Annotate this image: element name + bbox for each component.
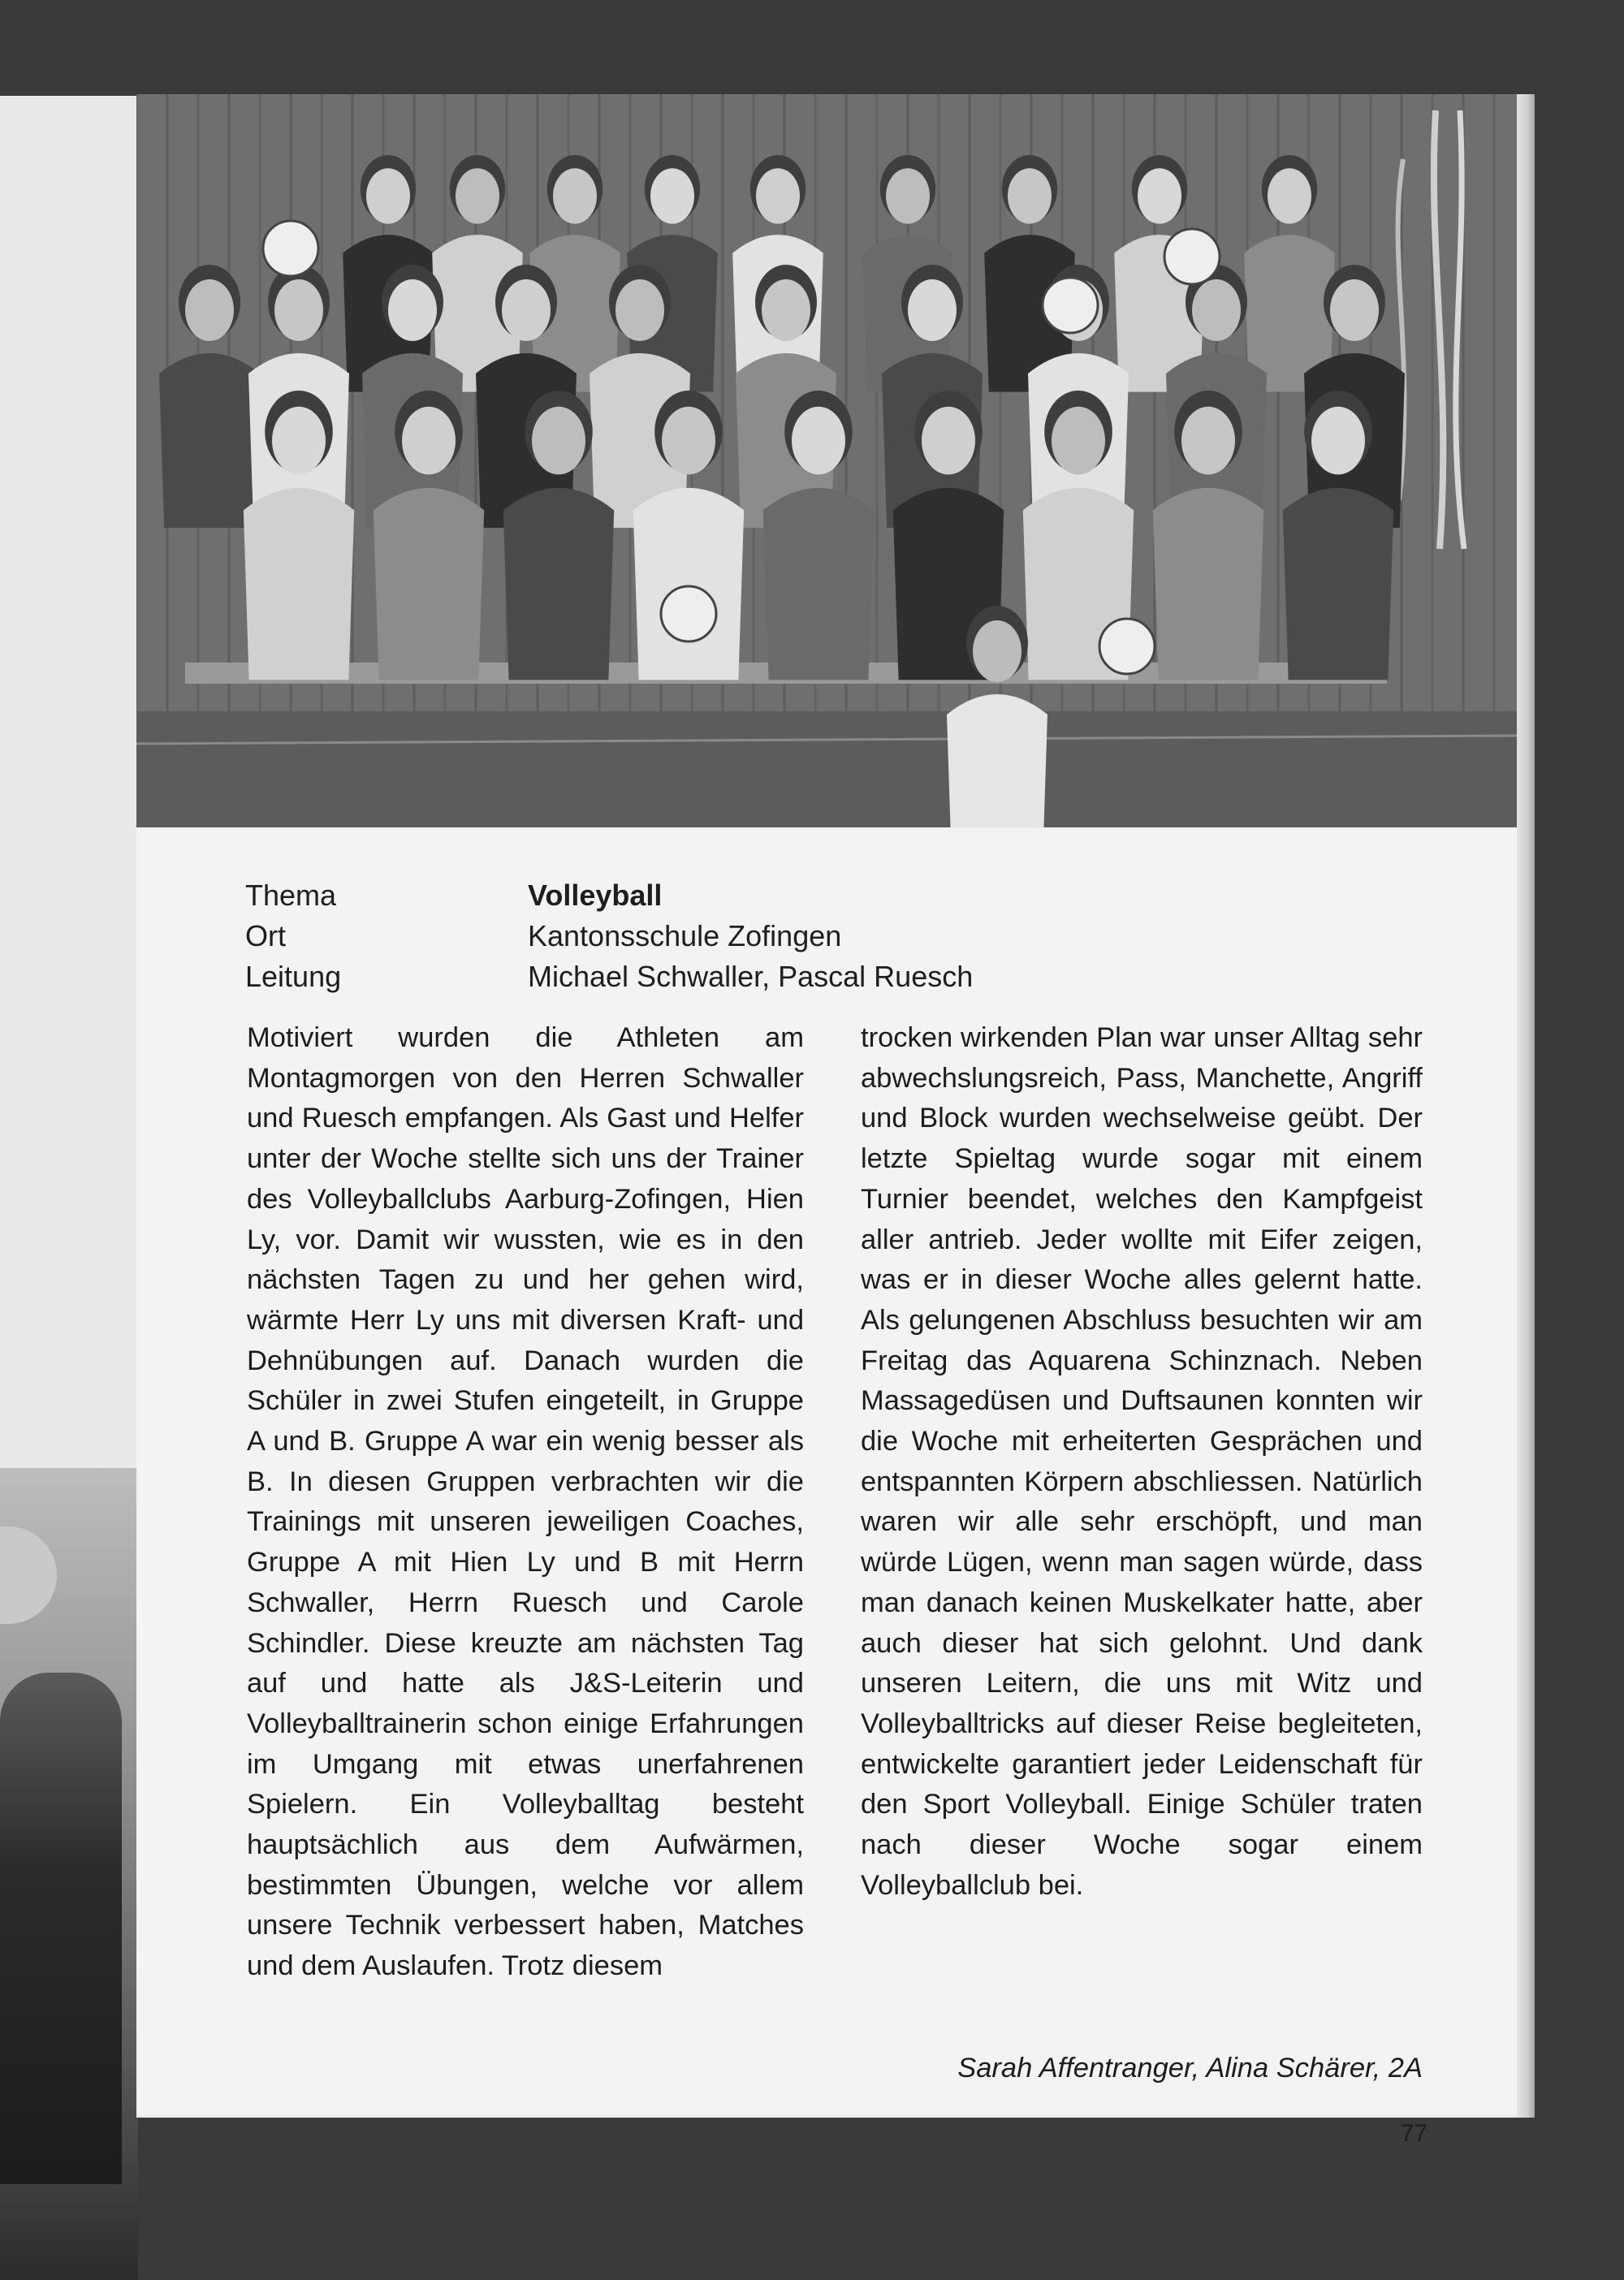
volleyball — [1043, 278, 1098, 333]
page-edge-shadow — [1517, 94, 1535, 2118]
volleyball — [1099, 619, 1155, 674]
info-row-ort — [245, 919, 1382, 960]
group-photo — [136, 94, 1517, 827]
info-table — [245, 879, 1382, 1000]
previous-page-person — [0, 1673, 122, 2184]
info-value-leitung: Michael Schwaller, Pascal Ruesch — [528, 960, 974, 993]
info-value-ort: Kantonsschule Zofingen — [528, 919, 842, 952]
info-label: Thema — [245, 879, 337, 912]
info-row-thema — [245, 879, 1382, 919]
volleyball — [263, 221, 318, 276]
volleyball — [661, 586, 716, 641]
article-column-left: Motiviert wurden die Athleten am Montagmorgen von den Herren Schwaller und Ruesch empfangen. Als Gast und Helfer unter der Woche stellte sich uns der Trainer des Volleyballclubs Aarburg-Zofingen, Hien Ly, vor. Damit wir wussten, wie es in den nächsten Tagen zu und her gehen wird, wärmte Herr Ly uns mit diversen Kraft- und Dehnübungen auf. Danach wurden die Schüler in zwei Stufen eingeteilt, in Gruppe A und B. Gruppe A war ein wenig besser als B. In diesen Gruppen verbrachten wir die Trainings mit unseren jeweiligen Coaches, Gruppe A mit Hien Ly und B mit Herrn Schwaller, Herrn Ruesch und Carole Schindler. Diese kreuzte am nächsten Tag auf und hatte als J&S-Leiterin und Volleyballtrainerin schon einige Erfahrungen im Umgang mit etwas unerfahrenen Spielern. Ein Volleyballtag besteht hauptsächlich aus dem Aufwärmen, bestimmten Übungen, welche vor allem unsere Technik verbessert haben, Matches und dem Auslaufen. Trotz diesem — [247, 1022, 804, 1982]
page-number: 77 — [1400, 2120, 1427, 2147]
info-label: Ort — [245, 919, 286, 952]
volleyball — [1164, 229, 1220, 284]
group-photo-illustration — [136, 94, 1517, 827]
article-column-right: trocken wirkenden Plan war unser Alltag sehr abwechslungsreich, Pass, Manchette, Angriff und Block wurden wechselweise geübt. Der letzte Spieltag wurde sogar mit einem Turnier beendet, welches den Kampfgeist aller antrieb. Jeder wollte mit Eifer zeigen, was er in dieser Woche alles gelernt hatte. Als gelungenen Abschluss besuchten wir am Freitag das Aquarena Schinznach. Neben Massagedüsen und Duftsaunen konnten wir die Woche mit erheiterten Gesprächen und entspannten Körpern abschliessen. Natürlich waren wir alle sehr erschöpft, und man würde Lügen, wenn man sagen würde, dass man danach keinen Muskelkater hatte, aber auch dieser hat sich gelohnt. Und dank unseren Leitern, die uns mit Witz und Volleyballtricks auf dieser Reise begleiteten, entwickelte garantiert jeder Leidenschaft für den Sport Volleyball. Einige Schüler traten nach dieser Woche sogar einem Volleyballclub bei. — [861, 1022, 1423, 1901]
info-value-thema: Volleyball — [528, 879, 663, 912]
magazine-page — [136, 94, 1533, 2147]
info-row-leitung — [245, 960, 1382, 1000]
article-author: Sarah Affentranger, Alina Schärer, 2A — [957, 2053, 1423, 2084]
info-label: Leitung — [245, 960, 342, 993]
